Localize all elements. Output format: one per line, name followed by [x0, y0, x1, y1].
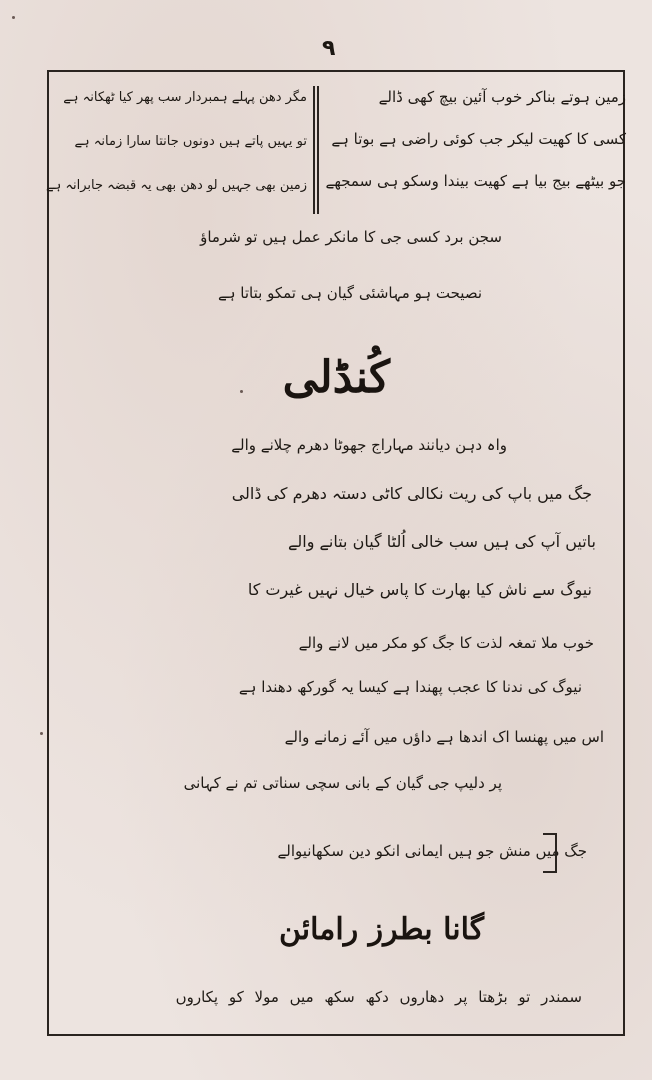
- heading-gaana: گانا بطرز رامائن: [278, 912, 484, 947]
- column-divider: [313, 86, 319, 214]
- kundan-line-2: جگ میں باپ کی ریت نکالی کاٹی دستہ دھرم کی ڈالی: [231, 484, 592, 503]
- kundan-line-8: پر دلیپ جی گیان کے بانی سچی سناتی تم نے کہانی: [183, 774, 502, 792]
- kundan-line-5: خوب ملا تمغہ لذت کا جگ کو مکر میں لانے والے: [298, 634, 594, 652]
- stanza-left-line-1: مگر دھن پہلے ہمبردار سب پھر کیا ٹھکانہ ہے: [63, 90, 307, 105]
- couplet-line-1: سجن برد کسی جی کا مانکر عمل ہیں تو شرماؤ: [200, 228, 502, 246]
- stanza-right-line-2: کسی کا کھیت لیکر جب کوئی راضی ہے بوتا ہے: [331, 130, 626, 148]
- kundan-line-9: جگ میں منش جو ہیں ایمانی انکو دین سکھانیوالے: [277, 842, 587, 860]
- final-line: سمندر تو بڑھتا پر دھاروں دکھ سکھ میں مولا کو پکاروں: [175, 988, 582, 1006]
- ink-speck: [12, 16, 15, 19]
- heading-kundan: کُنڈلی: [282, 352, 390, 403]
- kundan-line-4: نیوگ سے ناش کیا بھارت کا پاس خیال نہیں غیرت کا: [247, 580, 592, 599]
- ink-speck: [240, 390, 243, 393]
- stanza-left-line-3: زمین بھی جہیں لو دھن بھی یہ قبضہ جابرانہ ہے: [46, 178, 307, 193]
- ink-speck: [40, 732, 43, 735]
- page-number: ۹: [322, 36, 336, 61]
- stanza-right-line-1: زمین ہوتے بناکر خوب آئین بیچ کھی ڈالے: [378, 88, 626, 106]
- couplet-line-2: نصیحت ہو مہاشئی گیان ہی تمکو بتاتا ہے: [217, 284, 482, 302]
- kundan-line-3: باتیں آپ کی ہیں سب خالی اُلٹا گیان بتانے والے: [288, 532, 596, 551]
- stanza-right-line-3: جو بیٹھے بیج بیا ہے کھیت بیندا وسکو ہی سمجھے: [325, 172, 626, 190]
- page-border: [47, 70, 625, 1036]
- kundan-line-7: اس میں پھنسا اک اندھا ہے داؤں میں آئے زمانے والے: [284, 728, 604, 746]
- stanza-left-line-2: تو یہیں پاتے ہیں دونوں جانتا سارا زمانہ ہے: [74, 134, 307, 149]
- kundan-line-6: نیوگ کی ندنا کا عجب پھندا ہے کیسا یہ گورکھ دھندا ہے: [238, 678, 582, 696]
- bracket-mark: [543, 833, 557, 873]
- kundan-line-1: واہ دہن دیانند مہاراج جھوٹا دھرم چلانے والے: [231, 436, 507, 454]
